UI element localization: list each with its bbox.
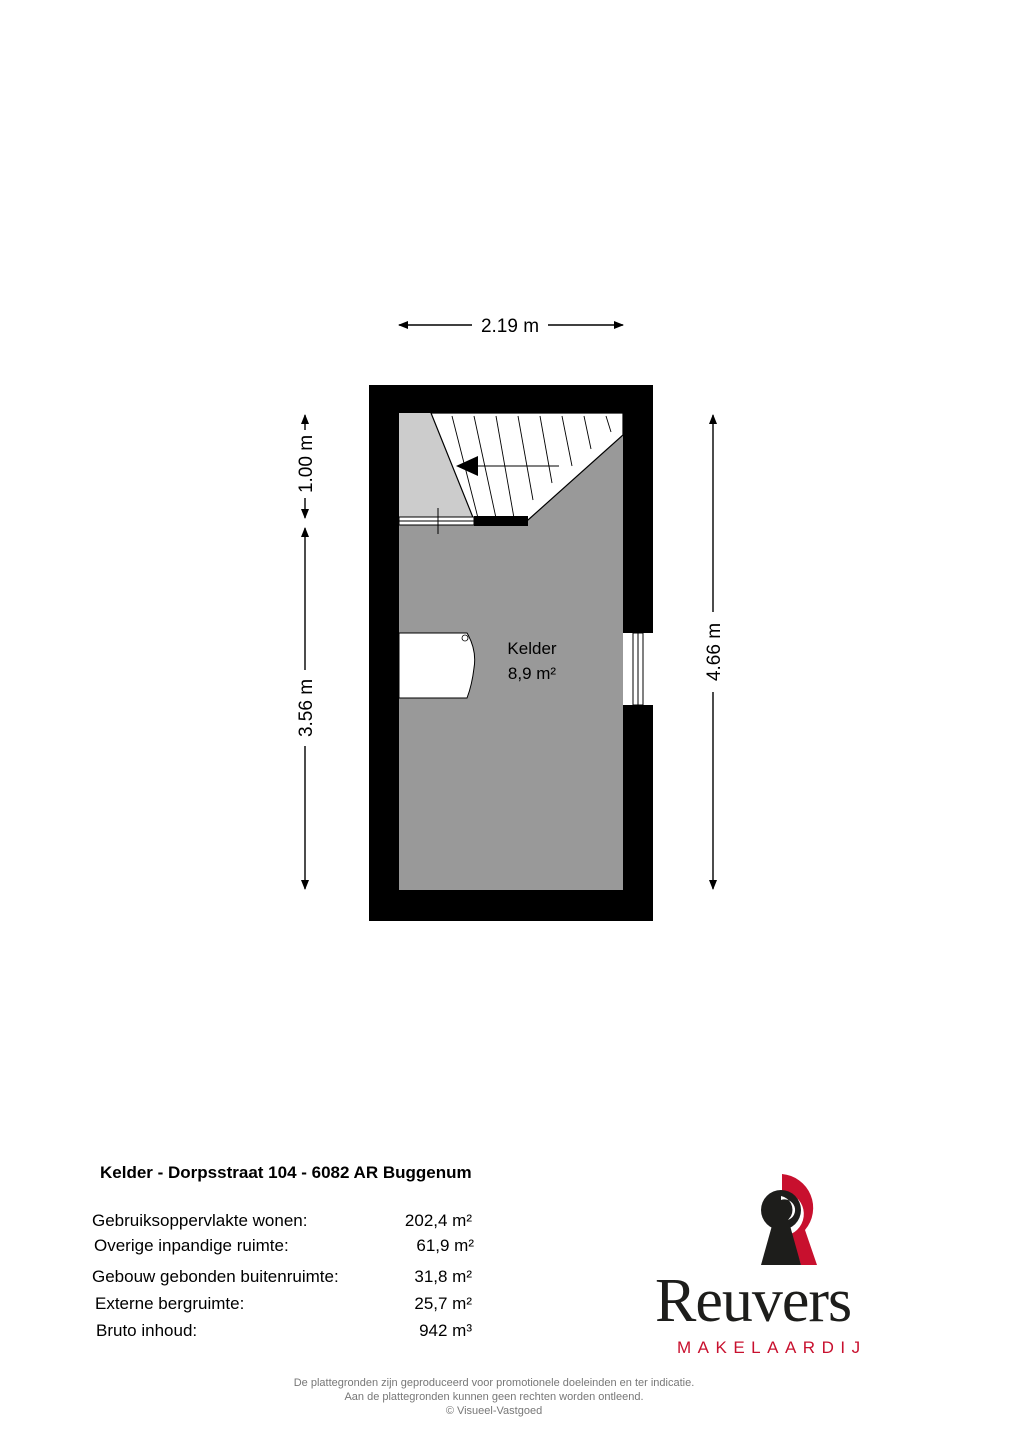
dim-left-top-label: 1.00 m — [296, 434, 317, 494]
keyhole-icon — [655, 1170, 905, 1270]
info-label: Externe bergruimte: — [95, 1294, 245, 1313]
room-area: 8,9 m² — [507, 664, 557, 683]
info-value: 25,7 m² — [414, 1294, 472, 1313]
window-frame — [633, 633, 643, 705]
info-value: 31,8 m² — [414, 1267, 472, 1286]
info-label: Bruto inhoud: — [96, 1321, 198, 1340]
wall-segment — [474, 516, 528, 526]
info-row — [94, 1236, 474, 1258]
room-name: Kelder — [507, 639, 557, 658]
disclaimer — [0, 1376, 1018, 1418]
disclaimer-line: De plattegronden zijn geproduceerd voor promotionele doeleinden en ter indicatie. — [293, 1377, 695, 1389]
copyright: © Visueel-Vastgoed — [445, 1405, 543, 1417]
dim-left-bottom-label: 3.56 m — [296, 678, 317, 738]
wall-unit — [399, 633, 475, 698]
brand-logo — [655, 1170, 905, 1360]
property-title: Kelder - Dorpsstraat 104 - 6082 AR Buggenum — [100, 1163, 472, 1182]
brand-subtitle: MAKELAARDIJ — [677, 1338, 867, 1357]
wall-unit-knob — [462, 635, 468, 641]
info-row — [92, 1211, 472, 1233]
info-value: 202,4 m² — [404, 1211, 472, 1230]
info-label: Overige inpandige ruimte: — [94, 1236, 289, 1255]
info-value: 61,9 m² — [416, 1236, 474, 1255]
info-row — [92, 1267, 472, 1289]
brand-name: Reuvers — [655, 1267, 852, 1335]
dim-right-label: 4.66 m — [704, 622, 725, 682]
info-value: 942 m³ — [419, 1321, 472, 1340]
info-row — [95, 1294, 472, 1316]
info-label: Gebruiksoppervlakte wonen: — [92, 1211, 308, 1230]
info-label: Gebouw gebonden buitenruimte: — [92, 1267, 339, 1286]
dim-width-label: 2.19 m — [480, 316, 540, 337]
disclaimer-line: Aan de plattegronden kunnen geen rechten worden ontleend. — [344, 1391, 644, 1403]
info-row — [96, 1321, 472, 1343]
